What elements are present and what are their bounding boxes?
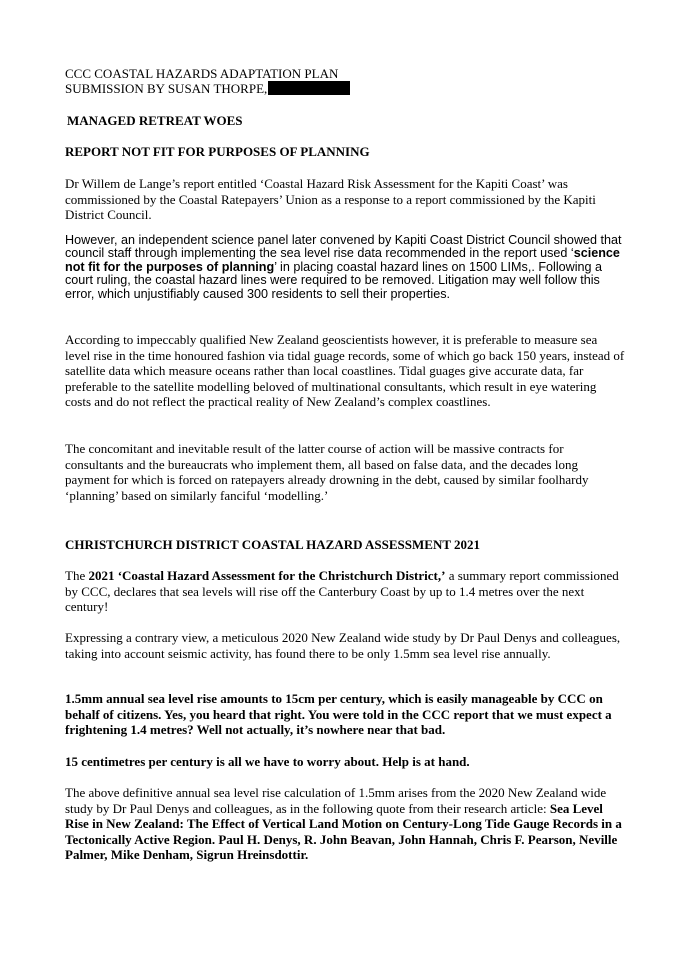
paragraph-ccc-report xyxy=(65,568,625,615)
paragraph-help-at-hand: 15 centimetres per century is all we have to worry about. Help is at hand. xyxy=(65,754,470,769)
citation-reference: Sea Level Rise in New Zealand: The Effect of Vertical Land Motion on Century-Long Tide Gauge Records in a Tectonically Active Region. Paul H. Denys, R. John Beavan, John Hannah, Chris F. Pearson, Neville Palmer, Mike Denham, Sigrun Hreinsdottir. xyxy=(65,800,622,862)
p5-emphasis: 2021 ‘Coastal Hazard Assessment for the Christchurch District,’ xyxy=(88,568,446,583)
heading-christchurch-assessment: CHRISTCHURCH DISTRICT COASTAL HAZARD ASSESSMENT 2021 xyxy=(65,537,481,552)
heading-report-not-fit: REPORT NOT FIT FOR PURPOSES OF PLANNING xyxy=(65,144,370,159)
p5-text-a: The xyxy=(65,568,89,583)
heading-managed-retreat: MANAGED RETREAT WOES xyxy=(67,113,243,128)
paragraph-sea-level-claim: 1.5mm annual sea level rise amounts to 15cm per century, which is easily manageable by CCC on behalf of citizens. Yes, you heard that right. You were told in the CCC report that we must expect a frightening 1.4 metres? Well not actually, it’s nowhere near that bad. xyxy=(65,691,612,737)
header-line-1: CCC COASTAL HAZARDS ADAPTATION PLAN xyxy=(65,66,339,81)
document-header xyxy=(65,67,625,96)
paragraph-de-lange: Dr Willem de Lange’s report entitled ‘Coastal Hazard Risk Assessment for the Kapiti Coast’ was commissioned by the Coastal Ratepayers’ Union as a response to a report commissioned by the Kapiti District Council. xyxy=(65,176,596,222)
paragraph-citation xyxy=(65,785,625,863)
p2-text-b: ’ in placing coastal hazard lines on 1500 LIMs,. Following a court ruling, the coastal hazard lines were required to be removed. Litigation may well follow this error, which unjustifiably caused 300 residents to sell their properties. xyxy=(65,259,603,301)
paragraph-denys-study: Expressing a contrary view, a meticulous 2020 New Zealand wide study by Dr Paul Denys and colleagues, taking into account seismic activity, has found there to be only 1.5mm sea level rise annually. xyxy=(65,630,621,661)
header-line-2 xyxy=(65,81,625,96)
p2-emphasis: science not fit for the purposes of planning xyxy=(65,246,620,274)
p9-text-a: The above definitive annual sea level rise calculation of 1.5mm arises from the 2020 New Zealand wide study by Dr Paul Denys and colleagues, as in the following quote from their research article: xyxy=(65,785,607,816)
author-name: SUBMISSION BY SUSAN THORPE, xyxy=(65,81,268,96)
paragraph-tidal-gauge: According to impeccably qualified New Zealand geoscientists however, it is preferable to measure sea level rise in the time honoured fashion via tidal guage records, some of which go back 150 years, instead of satellite data which measure oceans rather than local coastlines. Tidal guages give accurate data, far preferable to the satellite modelling beloved of multinational consultants, which result in eye watering costs and do not reflect the practical reality of New Zealand’s complex coastlines. xyxy=(65,332,625,409)
paragraph-consultants: The concomitant and inevitable result of the latter course of action will be massive contracts for consultants and the bureaucrats who implement them, all based on false data, and the decades long payment for which is forced on ratepayers already drowning in the debt, caused by similar foolhardy ‘planning’ based on similarly fanciful ‘modelling.’ xyxy=(65,441,589,503)
p2-text-a: However, an independent science panel later convened by Kapiti Coast District Council showed that council staff through implementing the sea level rise data recommended in the report used ‘ xyxy=(65,233,622,261)
paragraph-science-panel xyxy=(65,234,625,301)
redaction-bar xyxy=(268,81,350,95)
p5-text-b: a summary report commissioned by CCC, declares that sea levels will rise off the Canterbury Coast by up to 1.4 metres over the next century! xyxy=(65,568,619,614)
